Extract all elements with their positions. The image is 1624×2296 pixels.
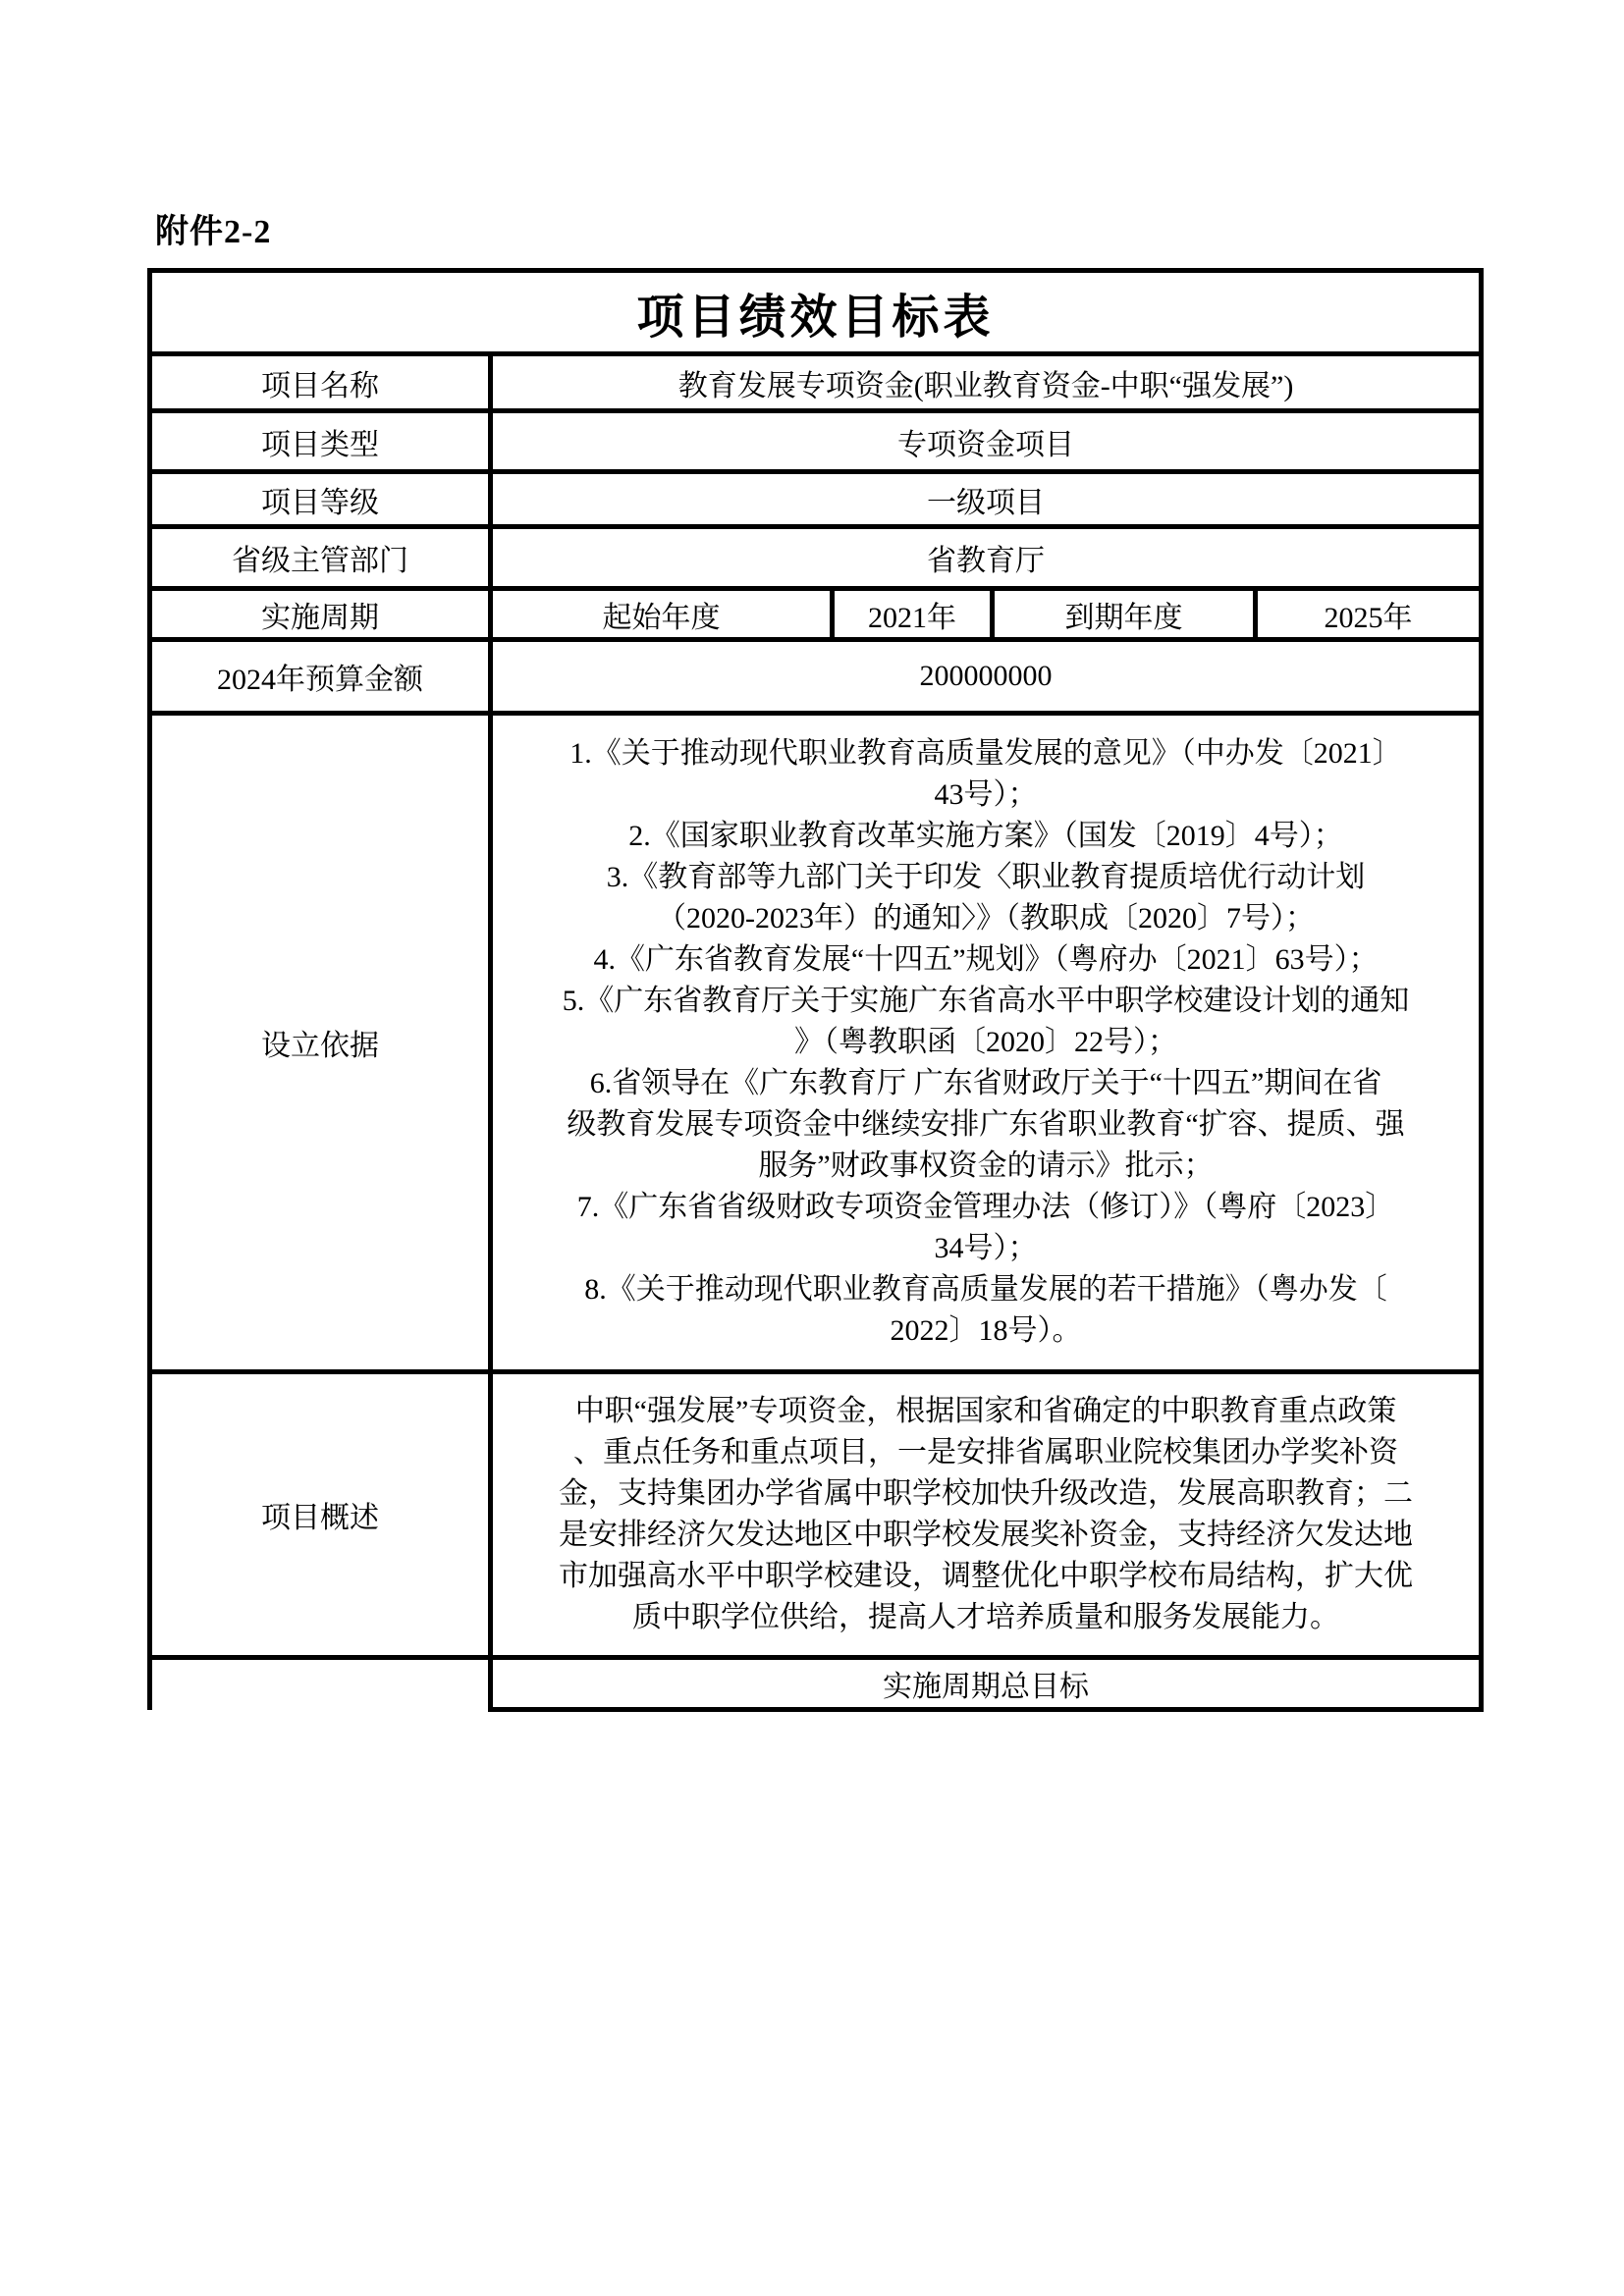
overall-goal-empty-cell (150, 1658, 491, 1710)
project-type-value: 专项资金项目 (491, 411, 1482, 472)
budget-2024-label: 2024年预算金额 (150, 640, 491, 714)
implementation-period-row (150, 589, 1482, 640)
project-name-row (150, 354, 1482, 411)
competent-department-value: 省教育厅 (491, 527, 1482, 589)
attachment-number: 附件2-2 (155, 214, 272, 250)
project-overview-text: 中职“强发展”专项资金，根据国家和省确定的中职教育重点政策 、重点任务和重点项目，一是安排省属职业院校集团办学奖补资 金，支持集团办学省属中职学校加快升级改造，发展高职教育；二 是安排经济欠发达地区中职学校发展奖补资金，支持经济欠发达地 市加强高水平中职学校建设，调整优化中职学校布局结构，扩大优 质中职学位供给，提高人才培养质量和服务发展能力。 (491, 1372, 1482, 1658)
competent-department-label: 省级主管部门 (150, 527, 491, 589)
project-name-value: 教育发展专项资金(职业教育资金-中职“强发展”) (491, 354, 1482, 411)
establishment-basis-row (150, 714, 1482, 1372)
project-overview-row (150, 1372, 1482, 1658)
project-level-value: 一级项目 (491, 472, 1482, 527)
period-end-label: 到期年度 (993, 589, 1256, 640)
budget-2024-row (150, 640, 1482, 714)
project-type-row (150, 411, 1482, 472)
title-row (150, 271, 1482, 354)
competent-department-row (150, 527, 1482, 589)
project-overview-label: 项目概述 (150, 1372, 491, 1658)
performance-target-table (147, 268, 1484, 1712)
overall-goal-header-row (150, 1658, 1482, 1710)
project-name-label: 项目名称 (150, 354, 491, 411)
table-title: 项目绩效目标表 (150, 271, 1482, 354)
establishment-basis-text: 1.《关于推动现代职业教育高质量发展的意见》（中办发〔2021〕 43号）； 2.《国家职业教育改革实施方案》（国发〔2019〕4号）； 3.《教育部等九部门关于印发〈职业教育提质培优行动计划 （2020-2023年）的通知〉》（教职成〔2020〕7号）； 4.《广东省教育发展“十四五”规划》（粤府办〔2021〕63号）； 5.《广东省教育厅关于实施广东省高水平中职学校建设计划的通知 》（粤教职函〔2020〕22号）； 6.省领导在《广东教育厅 广东省财政厅关于“十四五”期间在省 级教育发展专项资金中继续安排广东省职业教育“扩容、提质、强 服务”财政事权资金的请示》批示； 7.《广东省省级财政专项资金管理办法（修订）》（粤府〔2023〕 34号）； 8.《关于推动现代职业教育高质量发展的若干措施》（粤办发〔 2022〕18号）。 (491, 714, 1482, 1372)
project-level-label: 项目等级 (150, 472, 491, 527)
budget-2024-value: 200000000 (491, 640, 1482, 714)
establishment-basis-label: 设立依据 (150, 714, 491, 1372)
period-end-value: 2025年 (1256, 589, 1482, 640)
overall-goal-header-cell: 实施周期总目标 (491, 1658, 1482, 1710)
project-level-row (150, 472, 1482, 527)
period-start-label: 起始年度 (491, 589, 833, 640)
project-type-label: 项目类型 (150, 411, 491, 472)
implementation-period-label: 实施周期 (150, 589, 491, 640)
period-start-value: 2021年 (833, 589, 993, 640)
